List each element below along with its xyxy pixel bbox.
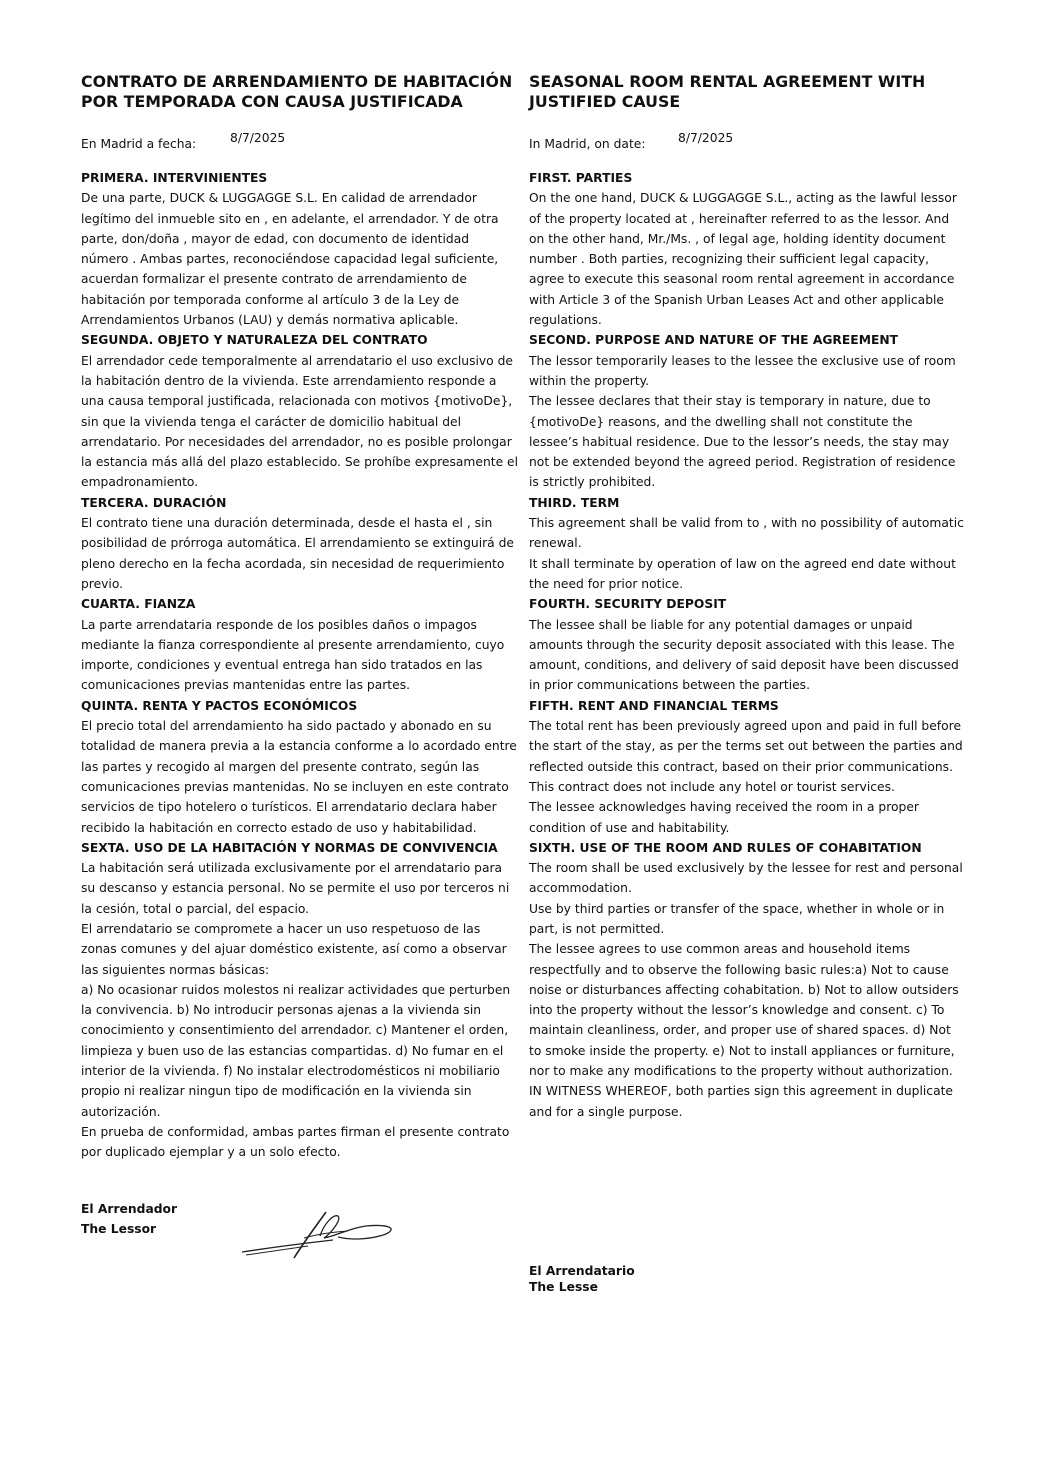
section-first: [529, 168, 965, 330]
lessor-label-en: The Lessor: [81, 1222, 157, 1236]
spanish-sections: [81, 168, 519, 1163]
section-heading: FOURTH. SECURITY DEPOSIT: [529, 597, 727, 612]
english-column: [529, 72, 965, 1122]
section-heading: SEXTA. USO DE LA HABITACIÓN Y NORMAS DE CONVIVENCIA: [81, 840, 498, 855]
lessee-signature-block: [529, 1263, 635, 1295]
section-heading: CUARTA. FIANZA: [81, 597, 196, 612]
section-heading: FIRST. PARTIES: [529, 171, 633, 185]
english-date-value: 8/7/2025: [678, 131, 734, 145]
english-title: SEASONAL ROOM RENTAL AGREEMENT WITH JUSTIFIED CAUSE: [529, 72, 926, 111]
section-paragraph: El contrato tiene una duración determinada, desde el hasta el , sin posibilidad de prórroga automática. El arrendamiento se extinguirá de pleno derecho en la fecha acordada, sin necesidad de requerimiento previo.: [81, 516, 514, 591]
section-sexta: [81, 838, 519, 1163]
section-paragraph: The room shall be used exclusively by the lessee for rest and personal accommodation.: [529, 861, 963, 896]
spanish-date-label: En Madrid a fecha:: [81, 137, 197, 151]
section-segunda: [81, 330, 519, 492]
section-heading: QUINTA. RENTA Y PACTOS ECONÓMICOS: [81, 698, 358, 713]
section-fourth: [529, 594, 965, 695]
section-paragraph: Use by third parties or transfer of the space, whether in whole or in part, is not permitted.: [529, 901, 945, 936]
section-third: [529, 493, 965, 594]
section-paragraph: The lessor temporarily leases to the lessee the exclusive use of room within the property.: [529, 353, 956, 388]
section-heading: FIFTH. RENT AND FINANCIAL TERMS: [529, 698, 779, 713]
section-paragraph: On the one hand, DUCK & LUGGAGGE S.L., acting as the lawful lessor of the property located at , hereinafter referred to as the lessor. And on the other hand, Mr./Ms. , of legal age, holding identity document number . Both parties, recognizing their sufficient legal capacity, agree to execute this seasonal room rental agreement in accordance with Article 3 of the Spanish Urban Leases Act and other applicable regulations.: [529, 191, 957, 328]
section-second: [529, 330, 965, 492]
section-paragraph: This agreement shall be valid from to , with no possibility of automatic renewal.: [529, 516, 964, 551]
section-primera: [81, 168, 519, 330]
section-fifth: [529, 696, 965, 838]
section-sixth: [529, 838, 965, 1122]
section-heading: THIRD. TERM: [529, 495, 620, 510]
spanish-date-value: 8/7/2025: [230, 131, 286, 145]
section-paragraph: De una parte, DUCK & LUGGAGGE S.L. En calidad de arrendador legítimo del inmueble sito en , en adelante, el arrendador. Y de otra parte, don/doña , mayor de edad, con documento de identidad número . Ambas partes, reconociéndose capacidad legal suficiente, acuerdan formalizar el presente contrato de arrendamiento de habitación por temporada conforme al artículo 3 de la Ley de Arrendamientos Urbanos (LAU) y demás normativa aplicable.: [81, 191, 499, 328]
section-paragraph: La parte arrendataria responde de los posibles daños o impagos mediante la fianza correspondiente al presente arrendamiento, cuyo importe, condiciones y eventual entrega han sido tratados en las comunicaciones previas mantenidas entre las partes.: [81, 617, 505, 693]
section-quinta: [81, 696, 519, 838]
section-paragraph: a) No ocasionar ruidos molestos ni realizar actividades que perturben la convivencia. b) No introducir personas ajenas a la vivienda sin conocimiento y consentimiento del arrendador. c) Mantener el orden, limpieza y buen uso de las estancias compartidas. d) No fumar en el interior de la vivienda. f) No instalar electrodomésticos ni mobiliario propio ni realizar ningun tipo de modificación en la vivienda sin autorización.: [81, 982, 511, 1119]
section-tercera: [81, 493, 519, 594]
spanish-column: [81, 72, 519, 1163]
section-paragraph: El arrendador cede temporalmente al arrendatario el uso exclusivo de la habitación dentro de la vivienda. Este arrendamiento responde a una causa temporal justificada, relacionada con motivos {motivoDe}, sin que la vivienda tenga el carácter de domicilio habitual del arrendatario. Por necesidades del arrendador, no es posible prolongar la estancia más allá del plazo establecido. Se prohíbe expresamente el empadronamiento.: [81, 353, 519, 490]
section-paragraph: IN WITNESS WHEREOF, both parties sign this agreement in duplicate and for a single purpose.: [529, 1084, 953, 1119]
section-heading: SIXTH. USE OF THE ROOM AND RULES OF COHABITATION: [529, 840, 922, 855]
section-heading: SECOND. PURPOSE AND NATURE OF THE AGREEMENT: [529, 333, 899, 348]
section-paragraph: The total rent has been previously agreed upon and paid in full before the start of the stay, as per the terms set out between the parties and reflected outside this contract, based on their prior communications.: [529, 719, 963, 774]
lessor-signature-block: [81, 1199, 177, 1239]
section-paragraph: The lessee shall be liable for any potential damages or unpaid amounts through the security deposit associated with this lease. The amount, conditions, and delivery of said deposit have been discussed in prior communications between the parties.: [529, 617, 959, 693]
spanish-title: CONTRATO DE ARRENDAMIENTO DE HABITACIÓN POR TEMPORADA CON CAUSA JUSTIFICADA: [81, 72, 513, 111]
section-paragraph: It shall terminate by operation of law on the agreed end date without the need for prior notice.: [529, 556, 956, 591]
english-date-label: In Madrid, on date:: [529, 137, 646, 151]
section-paragraph: En prueba de conformidad, ambas partes firman el presente contrato por duplicado ejemplar y a un solo efecto.: [81, 1124, 510, 1160]
english-sections: [529, 168, 965, 1122]
section-heading: PRIMERA. INTERVINIENTES: [81, 171, 268, 185]
lessee-label-es: El Arrendatario: [529, 1264, 635, 1278]
section-paragraph: The lessee declares that their stay is temporary in nature, due to {motivoDe} reasons, and the dwelling shall not constitute the lessee’s habitual residence. Due to the lessor’s needs, the stay may not be extended beyond the agreed period. Registration of residence is strictly prohibited.: [529, 394, 956, 490]
handwritten-signature: [238, 1204, 408, 1264]
section-cuarta: [81, 594, 519, 695]
section-paragraph: The lessee agrees to use common areas and household items respectfully and to observe the following basic rules:a) Not to cause noise or disturbances affecting cohabitation. b) Not to allow outsiders into the property without the lessor’s knowledge and consent. c) To maintain cleanliness, order, and proper use of shared spaces. d) Not to smoke inside the property. e) Not to install appliances or furniture, nor to make any modifications to the property without authorization.: [529, 942, 959, 1079]
section-heading: SEGUNDA. OBJETO Y NATURALEZA DEL CONTRATO: [81, 333, 428, 348]
lessee-label-en: The Lesse: [529, 1280, 598, 1294]
section-paragraph: The lessee acknowledges having received the room in a proper condition of use and habitability.: [529, 800, 919, 835]
section-paragraph: El precio total del arrendamiento ha sido pactado y abonado en su totalidad de manera previa a la estancia conforme a lo acordado entre las partes y recogido al margen del presente contrato, según las comunicaciones previas mantenidas. No se incluyen en este contrato servicios de tipo hotelero o turísticos. El arrendatario declara haber recibido la habitación en correcto estado de uso y habitabilidad.: [81, 719, 517, 835]
spanish-date-row: [81, 128, 519, 151]
english-date-row: [529, 128, 965, 151]
section-paragraph: El arrendatario se compromete a hacer un uso respetuoso de las zonas comunes y del ajuar doméstico existente, así como a observar las siguientes normas básicas:: [81, 921, 507, 977]
lessor-label-es: El Arrendador: [81, 1202, 178, 1216]
section-paragraph: This contract does not include any hotel or tourist services.: [529, 779, 895, 794]
section-heading: TERCERA. DURACIÓN: [81, 495, 227, 510]
section-paragraph: La habitación será utilizada exclusivamente por el arrendatario para su descanso y estancia personal. No se permite el uso por terceros ni la cesión, total o parcial, del espacio.: [81, 861, 510, 916]
